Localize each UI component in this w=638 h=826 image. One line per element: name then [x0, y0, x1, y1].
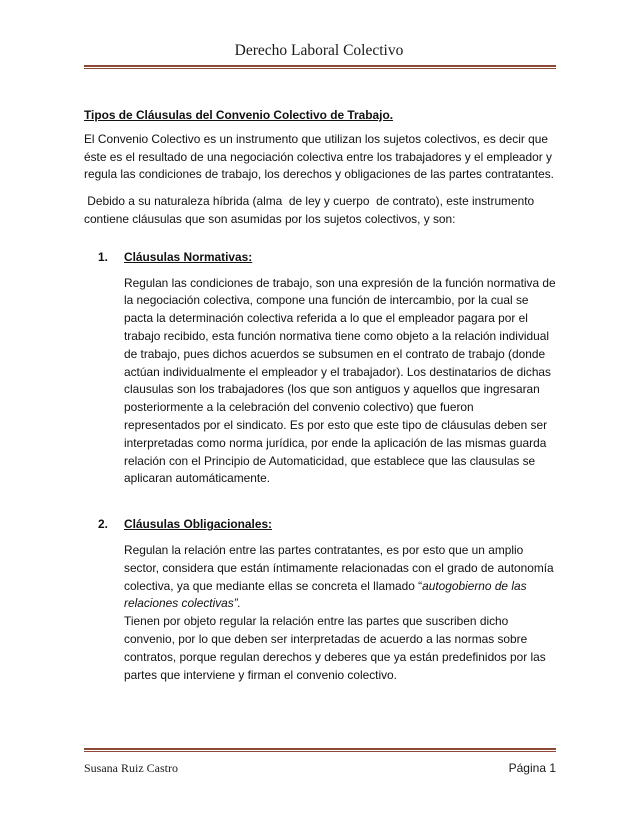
page-header-title: Derecho Laboral Colectivo [234, 42, 404, 59]
paragraph-line: Debido a su naturaleza híbrida (alma de ley y cuerpo de contrato), este instrumento [84, 194, 535, 209]
footer-page-number: Página 1 [508, 761, 556, 775]
footer-author: Susana Ruiz Castro [84, 761, 178, 775]
clause-list [84, 249, 556, 685]
second-paragraph [84, 193, 556, 229]
intro-paragraph [84, 131, 556, 184]
paragraph-line: éste es el resultado de una negociación colectiva entre los trabajadores y el empleador y [84, 149, 552, 164]
list-item-body [84, 542, 556, 684]
italic-quote-line: relaciones colectivas”. [124, 596, 241, 611]
paragraph-line: contiene cláusulas que son asumidas por los sujetos colectivos, y son: [84, 211, 456, 226]
paragraph-line: la negociación colectiva, compone una función de intercambio, por la cual se [124, 293, 529, 308]
document-body [84, 107, 556, 684]
paragraph-line: pacta la determinación colectiva referida a lo que el empleador pagara por el [124, 311, 528, 326]
list-item-number: 2. [98, 517, 108, 532]
paragraph-line: convenio, por lo que deben ser interpretadas de acuerdo a las normas sobre [124, 631, 528, 646]
list-item-obligacionales [84, 516, 556, 684]
paragraph-line: Tienen por objeto regular la relación entre las partes que suscriben dicho [124, 614, 509, 629]
paragraph-line: El Convenio Colectivo es un instrumento que utilizan los sujetos colectivos, es decir que [84, 131, 548, 146]
paragraph-line: partes que interviene y firman el convenio colectivo. [124, 667, 397, 682]
list-item-normativas [84, 249, 556, 488]
paragraph-line: de trabajo, pues dichos acuerdos se subsumen en el contrato de trabajo (donde [124, 346, 546, 361]
paragraph-line: aplicaran automáticamente. [124, 471, 271, 486]
header-rule-thick [84, 65, 556, 67]
paragraph-line: clausulas son los trabajadores (los que son antiguos y aquellos que ingresaran [124, 382, 540, 397]
header-rule-thin [84, 68, 556, 69]
paragraph-line: relación con el Principio de Automaticidad, que establece que las clausulas se [124, 453, 536, 468]
paragraph-line: Regulan las condiciones de trabajo, son una expresión de la función normativa de [124, 275, 556, 290]
list-item-title [84, 249, 556, 267]
paragraph-line: Regulan la relación entre las partes contratantes, es por esto que un amplio [124, 542, 524, 557]
footer-rule-thin [84, 751, 556, 752]
list-item-body [84, 275, 556, 489]
list-item-number: 1. [98, 249, 108, 264]
paragraph-line: contratos, porque regulan derechos y deberes que ya están predefinidos por las [124, 649, 546, 664]
paragraph-line: trabajo recibido, esta función normativa tiene como objeto a la relación individual [124, 328, 550, 343]
paragraph-line: sector, considera que están íntimamente relacionadas con el grado de autonomía [124, 560, 554, 575]
section-heading: Tipos de Cláusulas del Convenio Colectivo de Trabajo. [84, 108, 394, 122]
list-item-title-text: Cláusulas Obligacionales: [124, 517, 273, 532]
list-item-title-text: Cláusulas Normativas: [124, 249, 253, 264]
paragraph-line: posteriormente a la celebración del convenio colectivo) que fueron [124, 400, 474, 415]
paragraph-line: regula las condiciones de trabajo, los derechos y obligaciones de las partes contratantes. [84, 167, 554, 182]
paragraph-line: representados por el sindicato. Es por esto que este tipo de cláusulas deben ser [124, 417, 548, 432]
paragraph-line: actúan individualmente el empleador y el trabajador). Los destinatarios de dichas [124, 364, 551, 379]
italic-quote: autogobierno de las [422, 578, 527, 593]
paragraph-line [124, 578, 556, 596]
list-item-title [84, 516, 556, 534]
paragraph-line: interpretadas como norma jurídica, por ende la aplicación de las mismas guarda [124, 435, 547, 450]
line-text: colectiva, ya que mediante ellas se concreta el llamado “ [124, 578, 423, 593]
footer-rule-thick [84, 748, 556, 750]
